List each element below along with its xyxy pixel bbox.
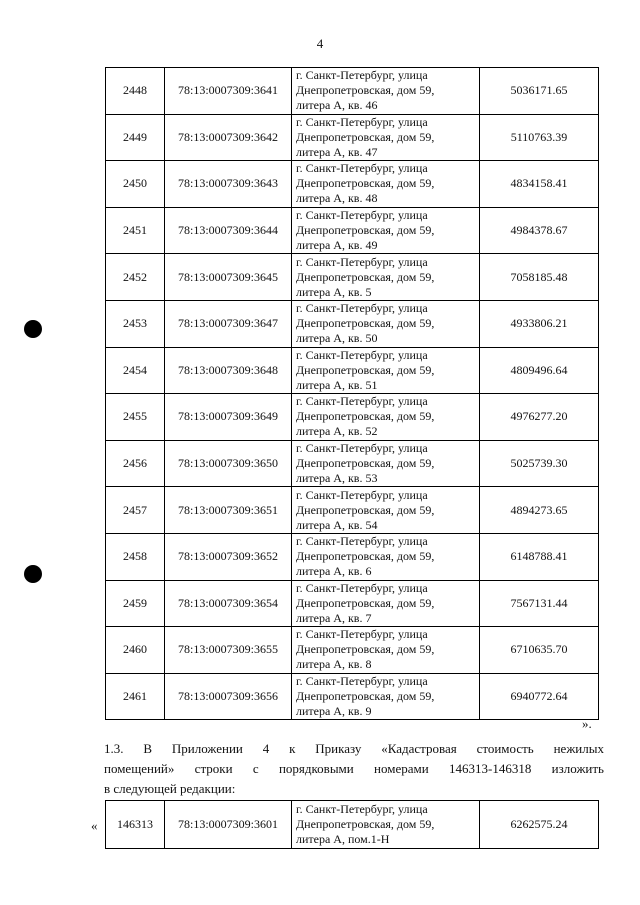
table-row: [106, 161, 599, 208]
row-number: 2461: [106, 673, 165, 720]
address-line: литера А, кв. 51: [296, 377, 378, 392]
cadastral-number: 78:13:0007309:3645: [165, 254, 292, 301]
row-number: 2450: [106, 161, 165, 208]
cadastral-number: 78:13:0007309:3649: [165, 394, 292, 441]
paragraph-line: в следующей редакции:: [104, 781, 236, 796]
table-row: [106, 627, 599, 674]
cadastral-value: 6148788.41: [480, 533, 599, 580]
cadastral-number: 78:13:0007309:3643: [165, 161, 292, 208]
address-line: г. Санкт-Петербург, улица: [296, 114, 428, 129]
address-line: Днепропетровская, дом 59,: [296, 269, 435, 284]
table-row: [106, 801, 599, 849]
row-number: 2449: [106, 114, 165, 161]
row-number: 2457: [106, 487, 165, 534]
cadastral-value: 5025739.30: [480, 440, 599, 487]
address-cell: [292, 673, 480, 720]
address-line: Днепропетровская, дом 59,: [296, 409, 435, 424]
address-line: г. Санкт-Петербург, улица: [296, 534, 428, 549]
row-number: 2459: [106, 580, 165, 627]
table-row: [106, 440, 599, 487]
amendment-paragraph: [104, 739, 604, 799]
cadastral-number: 78:13:0007309:3647: [165, 300, 292, 347]
cadastral-number: 78:13:0007309:3654: [165, 580, 292, 627]
cadastral-number: 78:13:0007309:3651: [165, 487, 292, 534]
row-number: 2451: [106, 207, 165, 254]
address-cell: [292, 300, 480, 347]
address-line: Днепропетровская, дом 59,: [296, 129, 435, 144]
cadastral-value: 4976277.20: [480, 394, 599, 441]
address-cell: [292, 533, 480, 580]
row-number: 2452: [106, 254, 165, 301]
address-line: литера А, кв. 46: [296, 98, 378, 113]
cadastral-value: 4809496.64: [480, 347, 599, 394]
address-line: литера А, кв. 48: [296, 191, 378, 206]
cadastral-value: 7567131.44: [480, 580, 599, 627]
address-line: Днепропетровская, дом 59,: [296, 316, 435, 331]
punch-hole-mark: [24, 565, 42, 583]
row-number: 2460: [106, 627, 165, 674]
cadastral-number: 78:13:0007309:3648: [165, 347, 292, 394]
address-line: литера А, кв. 5: [296, 284, 372, 299]
address-cell: [292, 394, 480, 441]
cadastral-number: 78:13:0007309:3652: [165, 533, 292, 580]
row-number: 2455: [106, 394, 165, 441]
cadastral-value: 6262575.24: [480, 801, 599, 849]
cadastral-value: 4933806.21: [480, 300, 599, 347]
cadastral-number: 78:13:0007309:3650: [165, 440, 292, 487]
address-cell: [292, 440, 480, 487]
address-line: г. Санкт-Петербург, улица: [296, 627, 428, 642]
address-line: г. Санкт-Петербург, улица: [296, 161, 428, 176]
address-line: г. Санкт-Петербург, улица: [296, 208, 428, 223]
row-number: 146313: [106, 801, 165, 849]
row-number: 2453: [106, 300, 165, 347]
address-line: литера А, кв. 49: [296, 238, 378, 253]
address-line: литера А, кв. 50: [296, 331, 378, 346]
address-line: Днепропетровская, дом 59,: [296, 223, 435, 238]
table-row: [106, 487, 599, 534]
cadastral-number: 78:13:0007309:3642: [165, 114, 292, 161]
address-line: г. Санкт-Петербург, улица: [296, 674, 428, 689]
opening-quote: «: [91, 818, 98, 833]
address-line: г. Санкт-Петербург, улица: [296, 802, 428, 816]
cadastral-number: 78:13:0007309:3641: [165, 68, 292, 115]
address-line: г. Санкт-Петербург, улица: [296, 394, 428, 409]
address-line: Днепропетровская, дом 59,: [296, 176, 435, 191]
address-cell: [292, 487, 480, 534]
cadastral-value-table: [105, 67, 599, 720]
cadastral-value: 5036171.65: [480, 68, 599, 115]
cadastral-value: 6710635.70: [480, 627, 599, 674]
address-line: г. Санкт-Петербург, улица: [296, 301, 428, 316]
cadastral-number: 78:13:0007309:3656: [165, 673, 292, 720]
closing-quote: ».: [582, 716, 592, 731]
address-line: литера А, кв. 47: [296, 144, 378, 159]
table-row: [106, 68, 599, 115]
address-cell: [292, 254, 480, 301]
address-line: г. Санкт-Петербург, улица: [296, 441, 428, 456]
cadastral-number: 78:13:0007309:3644: [165, 207, 292, 254]
address-cell: [292, 207, 480, 254]
address-line: Днепропетровская, дом 59,: [296, 502, 435, 517]
cadastral-value: 6940772.64: [480, 673, 599, 720]
address-line: литера А, кв. 7: [296, 610, 372, 625]
address-cell: [292, 161, 480, 208]
address-line: Днепропетровская, дом 59,: [296, 595, 435, 610]
address-line: Днепропетровская, дом 59,: [296, 83, 435, 98]
table-row: [106, 673, 599, 720]
address-line: г. Санкт-Петербург, улица: [296, 580, 428, 595]
cadastral-number: 78:13:0007309:3601: [165, 801, 292, 849]
address-line: г. Санкт-Петербург, улица: [296, 254, 428, 269]
cadastral-value: 5110763.39: [480, 114, 599, 161]
address-line: Днепропетровская, дом 59,: [296, 362, 435, 377]
table-row: [106, 533, 599, 580]
address-line: литера А, кв. 52: [296, 424, 378, 439]
row-number: 2456: [106, 440, 165, 487]
address-line: Днепропетровская, дом 59,: [296, 456, 435, 471]
cadastral-value: 4984378.67: [480, 207, 599, 254]
paragraph-line: помещений» строки с порядковыми номерами 146313-146318 изложить: [104, 761, 604, 776]
row-number: 2458: [106, 533, 165, 580]
punch-hole-mark: [24, 320, 42, 338]
address-line: Днепропетровская, дом 59,: [296, 642, 435, 657]
cadastral-number: 78:13:0007309:3655: [165, 627, 292, 674]
address-line: г. Санкт-Петербург, улица: [296, 487, 428, 502]
table-row: [106, 207, 599, 254]
table-row: [106, 580, 599, 627]
address-line: г. Санкт-Петербург, улица: [296, 347, 428, 362]
address-line: Днепропетровская, дом 59,: [296, 689, 435, 704]
address-line: г. Санкт-Петербург, улица: [296, 68, 428, 83]
table-row: [106, 394, 599, 441]
address-cell: [292, 580, 480, 627]
table-row: [106, 114, 599, 161]
address-line: литера А, кв. 8: [296, 657, 372, 672]
address-line: литера А, кв. 54: [296, 517, 378, 532]
address-line: литера А, кв. 53: [296, 471, 378, 486]
address-cell: [292, 68, 480, 115]
row-number: 2454: [106, 347, 165, 394]
cadastral-value: 4894273.65: [480, 487, 599, 534]
address-cell: [292, 801, 480, 849]
address-cell: [292, 347, 480, 394]
row-number: 2448: [106, 68, 165, 115]
table-row: [106, 300, 599, 347]
address-line: литера А, кв. 9: [296, 704, 372, 719]
new-edition-table: [105, 800, 599, 849]
table-row: [106, 347, 599, 394]
page-number: 4: [316, 36, 324, 51]
address-line: Днепропетровская, дом 59,: [296, 549, 435, 564]
address-cell: [292, 627, 480, 674]
table-row: [106, 254, 599, 301]
address-line: литера А, пом.1-Н: [296, 832, 390, 846]
cadastral-value: 7058185.48: [480, 254, 599, 301]
cadastral-value: 4834158.41: [480, 161, 599, 208]
address-line: литера А, кв. 6: [296, 564, 372, 579]
address-cell: [292, 114, 480, 161]
address-line: Днепропетровская, дом 59,: [296, 817, 435, 831]
paragraph-line: 1.3. В Приложении 4 к Приказу «Кадастровая стоимость нежилых: [104, 741, 604, 756]
